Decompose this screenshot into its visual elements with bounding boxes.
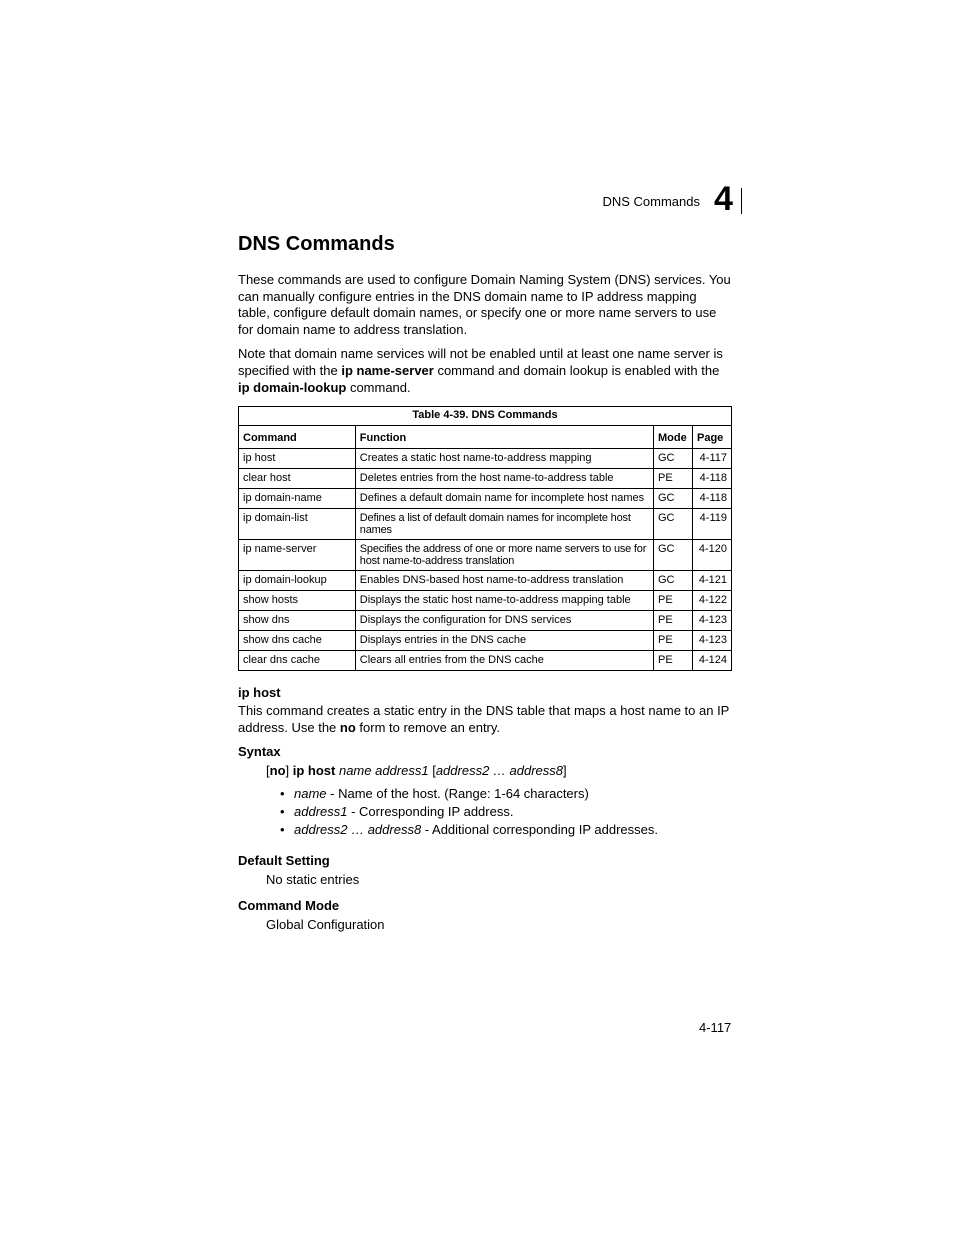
syntax-optional-open: [ [428,763,436,779]
cell-function: Creates a static host name-to-address mapping [355,449,653,469]
cell-function: Clears all entries from the DNS cache [355,651,653,671]
syntax-optional-close: ] [563,763,567,779]
cell-page: 4-124 [692,651,731,671]
cell-page: 4-119 [692,509,731,540]
parameter-list [280,785,732,839]
note-text-2: command and domain lookup is enabled with the [433,362,720,378]
cell-mode: GC [654,571,693,591]
cell-page: 4-122 [692,591,731,611]
column-header-function: Function [355,426,653,449]
cell-command: ip domain-lookup [239,571,356,591]
running-title: DNS Commands [602,194,700,209]
table-row [239,449,732,469]
table-row [239,591,732,611]
cell-function: Deletes entries from the host name-to-address table [355,469,653,489]
cell-page: 4-123 [692,631,731,651]
syntax-heading: Syntax [238,744,281,760]
page-content [238,230,732,933]
command-mode-heading: Command Mode [238,898,340,914]
ip-host-desc-text-1: This command creates a static entry in the DNS table that maps a host name to an IP address. Use the [238,703,730,735]
cell-mode: PE [654,591,693,611]
parameter-name: address2 … address8 [294,822,422,838]
cell-function: Displays the static host name-to-address mapping table [355,591,653,611]
cell-mode: GC [654,489,693,509]
ip-host-desc-text-2: form to remove an entry. [355,719,501,735]
list-item [280,785,732,803]
list-item [280,821,732,839]
cell-mode: PE [654,651,693,671]
syntax-command: ip host [292,763,336,779]
table-row [239,540,732,571]
cell-mode: GC [654,509,693,540]
cell-mode: PE [654,631,693,651]
cell-mode: GC [654,540,693,571]
cell-page: 4-118 [692,469,731,489]
list-item [280,803,732,821]
cell-mode: GC [654,449,693,469]
cell-function: Displays entries in the DNS cache [355,631,653,651]
syntax-line [266,762,732,779]
note-paragraph [238,346,732,396]
page-number: 4-117 [699,1020,732,1035]
cell-function: Defines a list of default domain names for incomplete host names [355,509,653,540]
syntax-open-bracket: [ [266,763,270,779]
dns-commands-table [238,406,732,671]
table-row [239,611,732,631]
intro-paragraph: These commands are used to configure Domain Naming System (DNS) services. You can manually configure entries in the DNS domain name to IP address mapping table, configure default domain names, or specify one or more name servers to use for domain name to address translation. [238,272,731,337]
parameter-name: address1 [294,804,348,820]
table-caption: Table 4-39. DNS Commands [239,407,732,426]
cell-function: Displays the configuration for DNS services [355,611,653,631]
table-row [239,509,732,540]
cell-command: ip domain-list [239,509,356,540]
default-setting-value: No static entries [266,872,360,888]
ip-host-desc-no: no [339,719,356,735]
chapter-number: 4 [714,180,733,218]
table-row [239,571,732,591]
cell-page: 4-121 [692,571,731,591]
ip-host-description [238,703,732,736]
cell-page: 4-123 [692,611,731,631]
syntax-optional-arguments: address2 … address8 [435,763,564,779]
table-header-row [239,426,732,449]
cell-page: 4-117 [692,449,731,469]
cell-command: ip domain-name [239,489,356,509]
cell-mode: PE [654,469,693,489]
syntax-no-keyword: no [269,763,286,779]
cell-command: clear dns cache [239,651,356,671]
cell-function: Specifies the address of one or more name servers to use for host name-to-address translation [355,540,653,571]
cell-page: 4-120 [692,540,731,571]
syntax-close-bracket: ] [285,763,293,779]
parameter-description: - Corresponding IP address. [347,804,514,820]
note-command-2: ip domain-lookup [238,379,347,395]
cell-function: Defines a default domain name for incomplete host names [355,489,653,509]
cell-command: show dns [239,611,356,631]
cell-function: Enables DNS-based host name-to-address translation [355,571,653,591]
parameter-description: - Additional corresponding IP addresses. [421,822,658,838]
parameter-name: name [294,786,327,802]
table-row [239,489,732,509]
syntax-arguments: name address1 [335,763,429,779]
cell-command: show dns cache [239,631,356,651]
cell-command: show hosts [239,591,356,611]
running-header [0,180,954,218]
command-mode-value: Global Configuration [266,917,385,933]
cell-mode: PE [654,611,693,631]
default-setting-heading: Default Setting [238,853,330,869]
table-row [239,651,732,671]
section-title: DNS Commands [238,233,395,255]
cell-command: ip host [239,449,356,469]
cell-page: 4-118 [692,489,731,509]
note-text-1: Note that domain name services will not be enabled until at least one name server is specified with the [238,346,723,378]
ip-host-heading: ip host [238,685,281,701]
cell-command: clear host [239,469,356,489]
note-command-1: ip name-server [341,362,434,378]
column-header-mode: Mode [654,426,693,449]
column-header-page: Page [692,426,731,449]
table-row [239,631,732,651]
chapter-rule [741,188,742,214]
column-header-command: Command [239,426,356,449]
table-row [239,469,732,489]
note-text-3: command. [346,379,411,395]
cell-command: ip name-server [239,540,356,571]
parameter-description: - Name of the host. (Range: 1-64 characters) [326,786,589,802]
